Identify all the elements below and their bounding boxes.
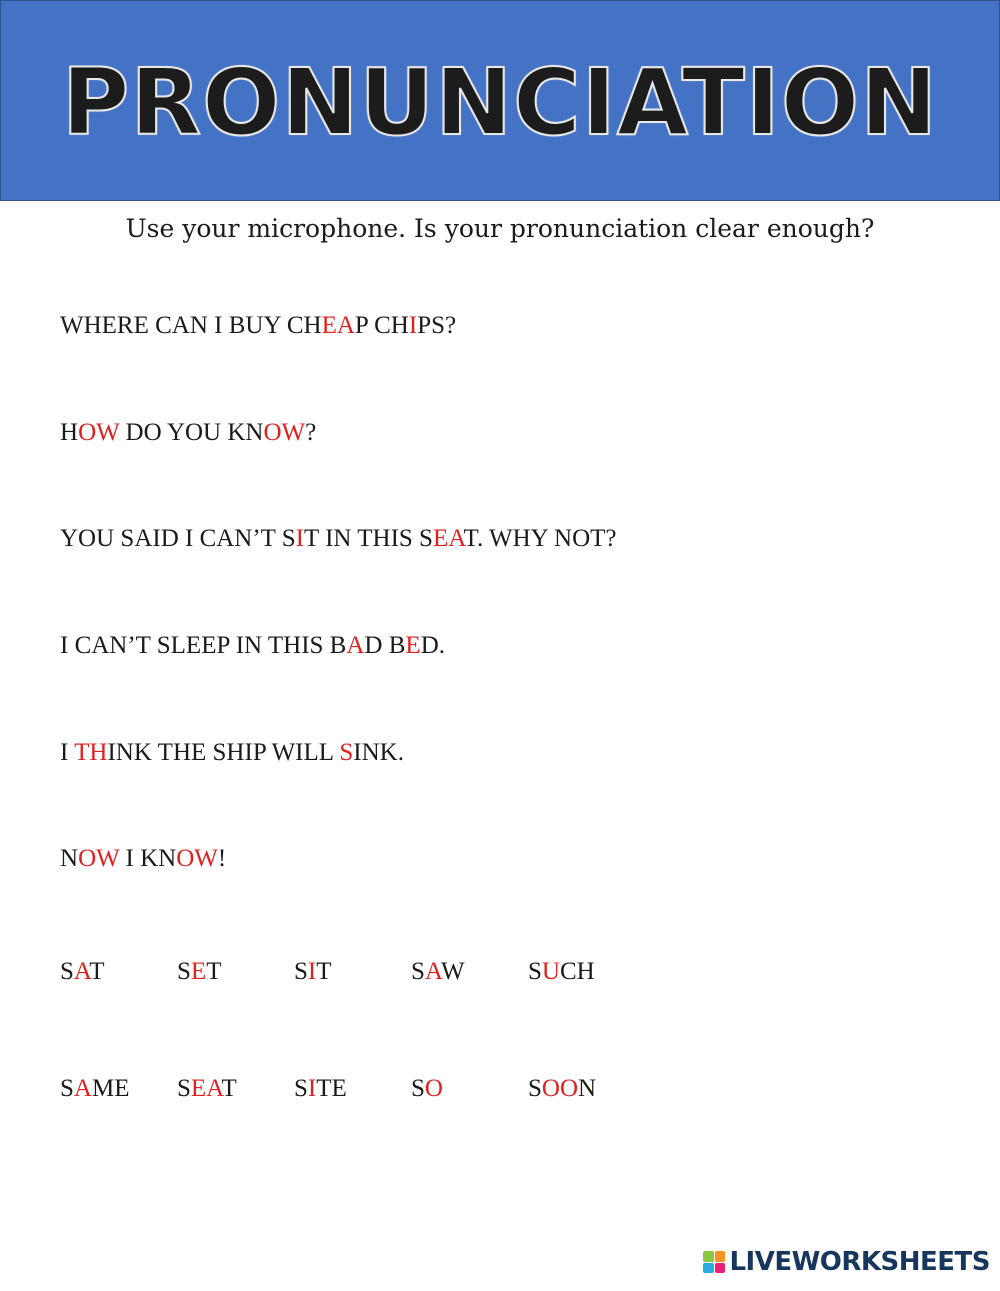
- text-segment: W: [440, 958, 465, 985]
- text-segment: ?: [305, 419, 317, 446]
- text-segment: T: [316, 958, 332, 985]
- practice-sentence: [60, 525, 617, 553]
- practice-word: [528, 1075, 596, 1103]
- text-segment: DO YOU KN: [119, 419, 264, 446]
- text-segment: S: [60, 958, 74, 985]
- practice-word: [294, 1075, 347, 1103]
- text-segment: S: [177, 1075, 191, 1102]
- highlighted-letters: I: [307, 1075, 317, 1102]
- highlighted-letters: S: [339, 739, 354, 766]
- highlighted-letters: E: [405, 632, 421, 659]
- highlighted-letters: A: [424, 958, 441, 985]
- text-segment: S: [294, 1075, 308, 1102]
- text-segment: T: [206, 958, 222, 985]
- practice-word: [60, 958, 104, 986]
- highlighted-letters: EA: [190, 1075, 222, 1102]
- highlighted-letters: O: [424, 1075, 443, 1102]
- instruction-text: Use your microphone. Is your pronunciation clear enough?: [125, 214, 875, 243]
- text-segment: WHERE CAN I BUY CH: [60, 312, 322, 339]
- practice-word: [411, 1075, 443, 1103]
- practice-sentence: [60, 419, 316, 447]
- highlighted-letters: OW: [78, 419, 120, 446]
- liveworksheets-logo-icon: [703, 1251, 725, 1273]
- highlighted-letters: A: [73, 1075, 92, 1102]
- text-segment: YOU SAID I CAN’T S: [60, 525, 296, 552]
- highlighted-letters: A: [73, 958, 90, 985]
- text-segment: S: [294, 958, 308, 985]
- text-segment: D.: [420, 632, 445, 659]
- title-banner: [0, 0, 1000, 201]
- brand-name: LIVEWORKSHEETS: [729, 1247, 990, 1277]
- highlighted-letters: A: [346, 632, 365, 659]
- text-segment: I CAN’T SLEEP IN THIS B: [60, 632, 347, 659]
- text-segment: D B: [364, 632, 406, 659]
- text-segment: PS?: [417, 312, 457, 339]
- highlighted-letters: TH: [74, 739, 108, 766]
- highlighted-letters: I: [307, 958, 317, 985]
- practice-word: [60, 1075, 129, 1103]
- text-segment: S: [411, 958, 425, 985]
- text-segment: I: [60, 739, 75, 766]
- text-segment: S: [411, 1075, 425, 1102]
- text-segment: T. WHY NOT?: [463, 525, 617, 552]
- practice-sentence: [60, 739, 404, 767]
- practice-word: [177, 958, 221, 986]
- highlighted-letters: EA: [321, 312, 355, 339]
- practice-word: [411, 958, 465, 986]
- practice-sentence: [60, 312, 456, 340]
- practice-word: [177, 1075, 237, 1103]
- practice-word: [528, 958, 595, 986]
- highlighted-letters: U: [541, 958, 560, 985]
- text-segment: S: [60, 1075, 74, 1102]
- practice-sentence: [60, 632, 445, 660]
- text-segment: S: [177, 958, 191, 985]
- text-segment: I KN: [119, 845, 177, 872]
- text-segment: CH: [559, 958, 595, 985]
- text-segment: INK THE SHIP WILL: [107, 739, 340, 766]
- practice-sentence: [60, 845, 226, 873]
- practice-word: [294, 958, 332, 986]
- text-segment: P CH: [354, 312, 409, 339]
- text-segment: T: [89, 958, 105, 985]
- text-segment: TE: [316, 1075, 347, 1102]
- highlighted-letters: I: [295, 525, 304, 552]
- text-segment: S: [528, 1075, 542, 1102]
- highlighted-letters: OW: [176, 845, 218, 872]
- text-segment: S: [528, 958, 542, 985]
- text-segment: N: [578, 1075, 597, 1102]
- highlighted-letters: OO: [541, 1075, 579, 1102]
- liveworksheets-logo: [703, 1247, 990, 1277]
- highlighted-letters: I: [408, 312, 418, 339]
- page-title: PRONUNCIATION: [61, 49, 939, 156]
- highlighted-letters: EA: [432, 525, 464, 552]
- text-segment: H: [60, 419, 79, 446]
- highlighted-letters: OW: [78, 845, 120, 872]
- highlighted-letters: OW: [263, 419, 306, 446]
- text-segment: !: [217, 845, 227, 872]
- text-segment: T: [221, 1075, 237, 1102]
- text-segment: T IN THIS S: [304, 525, 433, 552]
- highlighted-letters: E: [190, 958, 207, 985]
- text-segment: ME: [91, 1075, 130, 1102]
- text-segment: N: [60, 845, 79, 872]
- text-segment: INK.: [353, 739, 404, 766]
